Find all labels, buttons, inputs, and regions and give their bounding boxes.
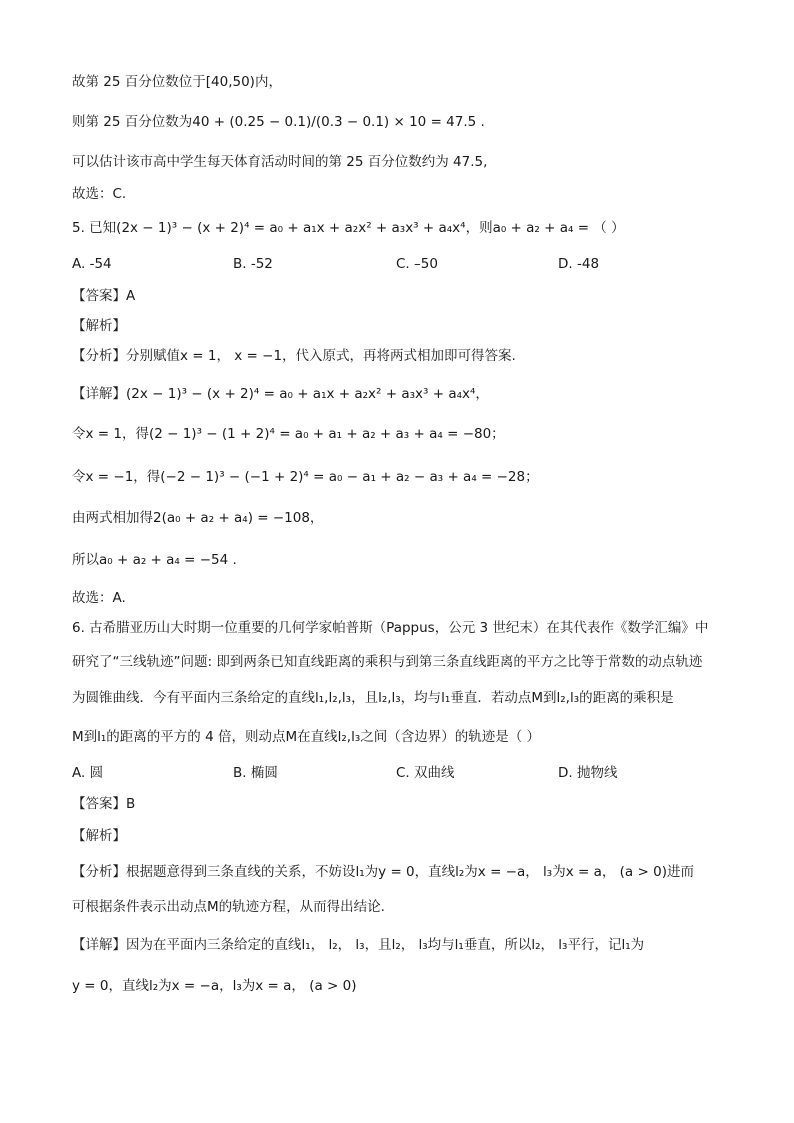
text-line: 研究了“三线轨迹”问题: 即到两条已知直线距离的乘积与到第三条直线距离的平方之比等于常数的动点轨迹 [72, 654, 703, 670]
text-line: 令x = 1，得(2 − 1)³ − (1 + 2)⁴ = a₀ + a₁ + a₂ + a₃ + a₄ = −80； [72, 426, 505, 442]
text-line: 故选：A. [72, 590, 126, 606]
question-6-stem: 6. 古希腊亚历山大时期一位重要的几何学家帕普斯（Pappus，公元 3 世纪末）在其代表作《数学汇编》中 [72, 620, 709, 636]
answer-label: 【答案】A [72, 288, 136, 304]
q6-option-d: D. 抛物线 [558, 765, 618, 781]
text-line: 可根据条件表示出动点M的轨迹方程，从而得出结论. [72, 899, 385, 915]
q6-option-a: A. 圆 [72, 765, 104, 781]
text-line: y = 0，直线l₂为x = −a，l₃为x = a， (a > 0) [72, 978, 357, 994]
text-line: M到l₁的距离的平方的 4 倍，则动点M在直线l₂,l₃之间（含边界）的轨迹是（ ） [72, 729, 541, 745]
text-line: 【分析】根据题意得到三条直线的关系，不妨设l₁为y = 0，直线l₂为x = −a， l₃为x = a， (a > 0)进而 [72, 864, 694, 880]
analysis-label: 【解析】 [72, 318, 126, 334]
text-line: 令x = −1，得(−2 − 1)³ − (−1 + 2)⁴ = a₀ − a₁ + a₂ − a₃ + a₄ = −28； [72, 469, 539, 485]
text-line: 【分析】分别赋值x = 1， x = −1，代入原式，再将两式相加即可得答案. [72, 348, 516, 364]
question-5-stem: 5. 已知(2x − 1)³ − (x + 2)⁴ = a₀ + a₁x + a₂x² + a₃x³ + a₄x⁴，则a₀ + a₂ + a₄ = （ ） [72, 220, 625, 236]
text-line: 【详解】(2x − 1)³ − (x + 2)⁴ = a₀ + a₁x + a₂x² + a₃x³ + a₄x⁴， [72, 386, 489, 402]
text-line: 可以估计该市高中学生每天体育活动时间的第 25 百分位数约为 47.5, [72, 154, 488, 170]
q5-option-c: C. –50 [396, 256, 438, 272]
q6-option-c: C. 双曲线 [396, 765, 455, 781]
q5-option-b: B. -52 [233, 256, 273, 272]
analysis-label: 【解析】 [72, 828, 126, 844]
text-line: 则第 25 百分位数为40 + (0.25 − 0.1)/(0.3 − 0.1) × 10 = 47.5 . [72, 114, 485, 130]
text-line: 由两式相加得2(a₀ + a₂ + a₄) = −108， [72, 510, 324, 526]
text-line: 所以a₀ + a₂ + a₄ = −54 . [72, 552, 237, 568]
q5-option-a: A. -54 [72, 256, 112, 272]
answer-label: 【答案】B [72, 796, 136, 812]
q6-option-b: B. 椭圆 [233, 765, 278, 781]
q5-option-d: D. -48 [558, 256, 600, 272]
text-line: 故选：C. [72, 186, 127, 202]
text-line: 故第 25 百分位数位于[40,50)内， [72, 74, 282, 90]
text-line: 为圆锥曲线．今有平面内三条给定的直线l₁,l₂,l₃，且l₂,l₃，均与l₁垂直．若动点M到l₂,l₃的距离的乘积是 [72, 690, 674, 706]
text-line: 【详解】因为在平面内三条给定的直线l₁， l₂， l₃，且l₂， l₃均与l₁垂直，所以l₂， l₃平行，记l₁为 [72, 937, 645, 953]
